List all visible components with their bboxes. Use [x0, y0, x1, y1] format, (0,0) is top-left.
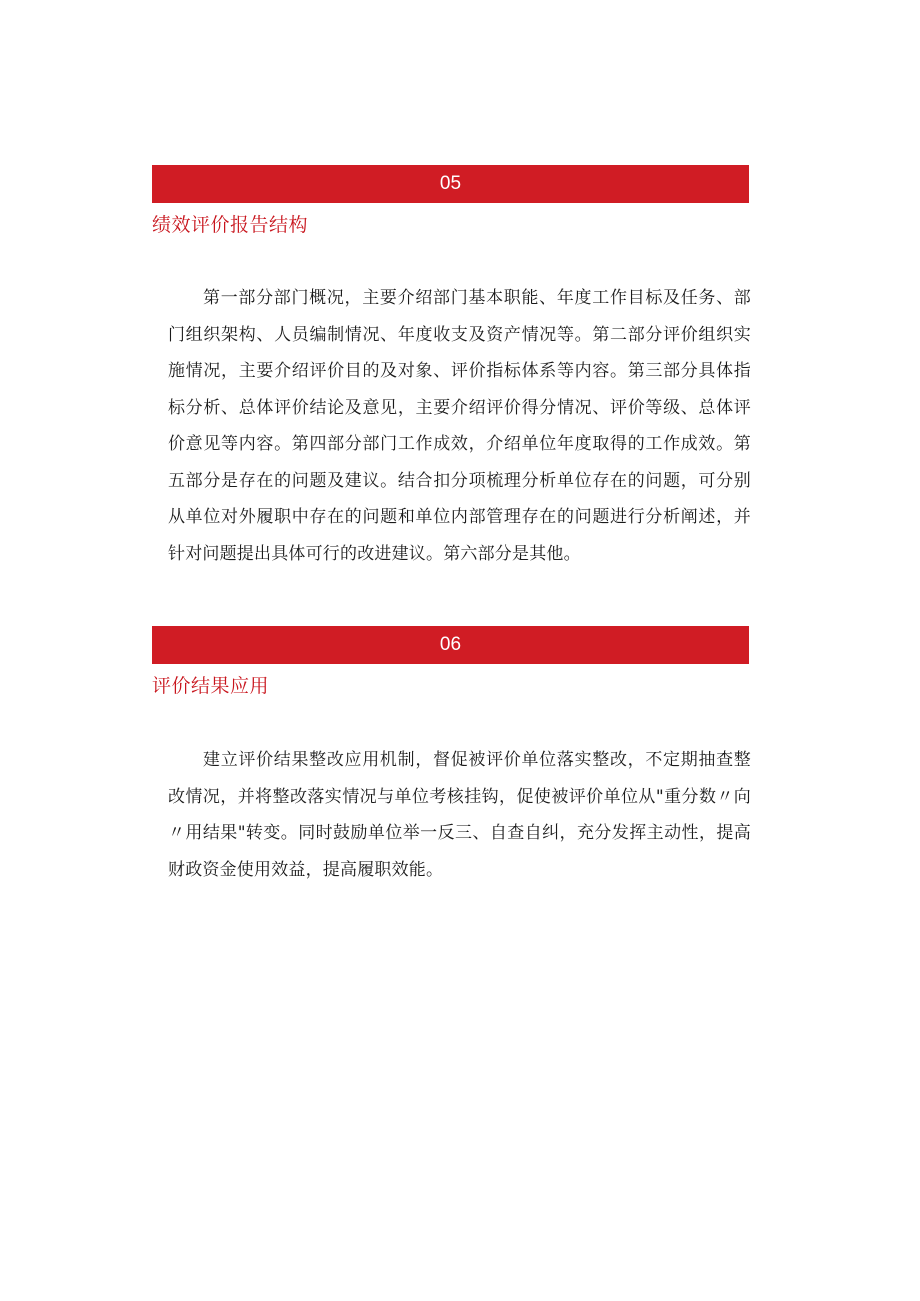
section-05	[152, 165, 749, 572]
section-number-bar	[152, 165, 749, 203]
section-number: 06	[439, 634, 462, 655]
section-title: 绩效评价报告结构	[152, 214, 309, 236]
section-body: 建立评价结果整改应用机制，督促被评价单位落实整改，不定期抽查整改情况，并将整改落实情况与单位考核挂钩，促使被评价单位从"重分数〃向〃用结果"转变。同时鼓励单位举一反三、自查自纠，充分发挥主动性，提高财政资金使用效益，提高履职效能。	[168, 750, 751, 880]
section-number-bar	[152, 626, 749, 664]
section-title: 评价结果应用	[152, 675, 270, 697]
section-body: 第一部分部门概况，主要介绍部门基本职能、年度工作目标及任务、部门组织架构、人员编制情况、年度收支及资产情况等。第二部分评价组织实施情况，主要介绍评价目的及对象、评价指标体系等内容。第三部分具体指标分析、总体评价结论及意见，主要介绍评价得分情况、评价等级、总体评价意见等内容。第四部分部门工作成效，介绍单位年度取得的工作成效。第五部分是存在的问题及建议。结合扣分项梳理分析单位存在的问题，可分别从单位对外履职中存在的问题和单位内部管理存在的问题进行分析阐述，并针对问题提出具体可行的改进建议。第六部分是其他。	[168, 288, 751, 564]
section-06	[152, 626, 749, 888]
section-number: 05	[439, 173, 462, 194]
